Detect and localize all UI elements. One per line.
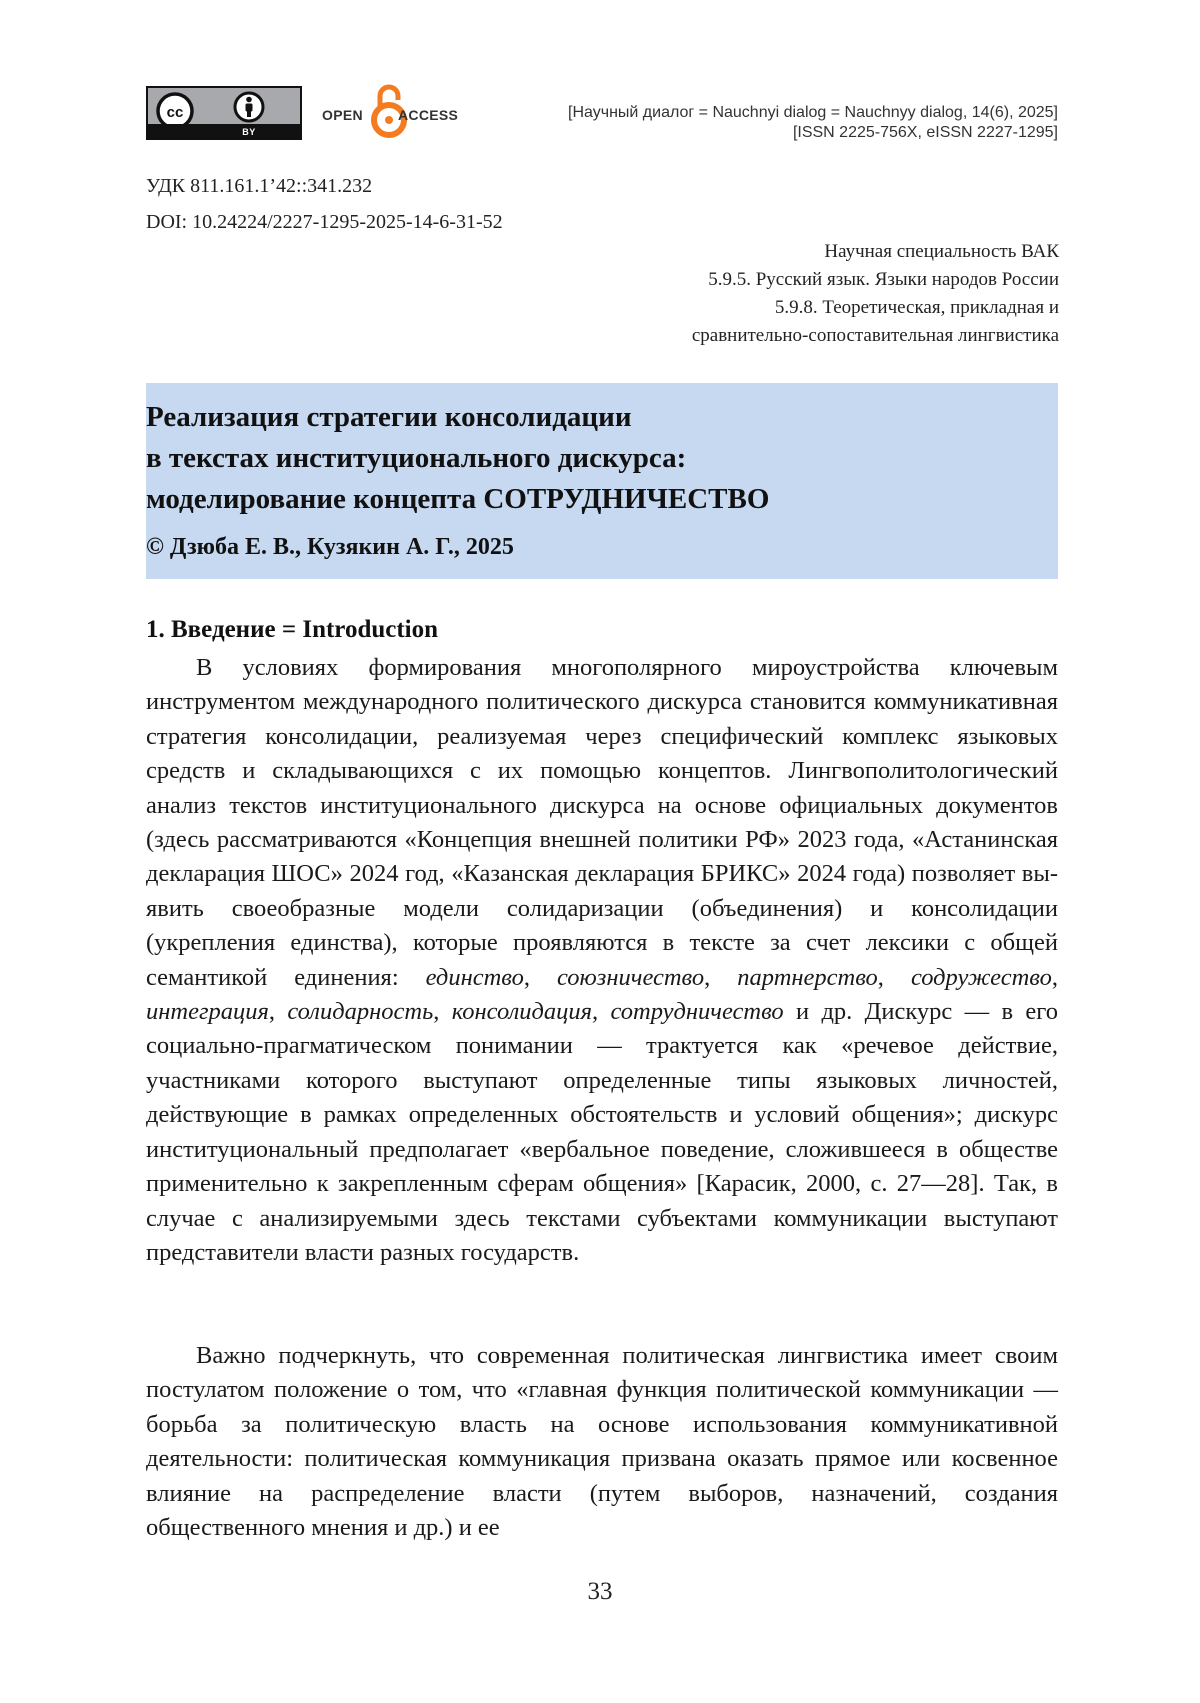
term-italic: интеграция [146,998,269,1026]
specialty-heading: Научная специальность ВАК [824,241,1059,262]
journal-issn: [ISSN 2225-756X, eISSN 2227-1295] [792,124,1058,141]
term-italic: солидарность [287,998,434,1026]
specialty-item: 5.9.8. Теоретическая, прикладная и [774,297,1059,318]
article-title [146,397,769,520]
cc-by-license-badge[interactable] [146,86,302,140]
term-italic: содружество [910,963,1052,991]
article-authors: © Дзюба Е. В., Кузякин А. Г., 2025 [146,534,514,560]
attribution-person-icon [232,90,266,124]
term-italic: единство [425,963,524,991]
license-by-label: BY [242,127,256,137]
udc-code: УДК 811.161.1’42::341.232 [146,175,373,197]
section-heading: 1. Введение = Introduction [146,616,439,643]
body-paragraph: Важно подчеркнуть, что современная политическая лингвистика имеет своим постулатом положение о том, что «главная функция политической коммуникации — борьба за политическую власть на основе использования коммуникативной деятельности: политическая коммуникация призвана оказать прямое или косвенное влияние на распределение власти (путем выборов, назначений, создания общественного мнения и др.) и ее [146,1342,1058,1542]
title-line: моделирование концепта СОТРУДНИЧЕСТВО [146,483,770,515]
doi-link[interactable]: DOI: 10.24224/2227-1295-2025-14-6-31-52 [146,211,503,233]
specialty-item: сравнительно-сопоставительная лингвистика [691,325,1059,346]
open-access-label-open: OPEN [322,107,363,123]
page-number: 33 [587,1578,613,1605]
journal-citation: [Научный диалог = Nauchnyi dialog = Nauchnyy dialog, 14(6), 2025] [568,104,1058,121]
article-title-block [146,383,1058,579]
title-line: в текстах институционального дискурса: [146,442,687,474]
term-italic: консолидация, сотрудничество [451,998,784,1026]
svg-text:cc: cc [166,104,184,121]
vak-specialty-block [692,238,1059,350]
title-line: Реализация стратегии консолидации [146,401,632,433]
term-italic: союзничество [557,963,705,991]
term-italic: партнерство [737,963,878,991]
body-paragraph: В условиях формирования многополярного мироустройства ключевым инструментом международного политического дискурса становится коммуникативная стратегия консолидации, реализуемая через специфический комплекс языковых средств и складывающихся с их помощью концептов. Лингвополитологический анализ текстов институционального дискурса на основе официальных документов (здесь рассматриваются «Концепция внешней политики РФ» 2023 года, «Астанинская декларация ШОС» 2024 год, «Казанская декларация БРИКС» 2024 года) позволяет выявить своеобразные модели солидаризации (объединения) и консолидации (укрепления единства), которые проявляются в тексте за счет лексики с общей семантикой единения: единство, союзничество, партнерство, содружество, интеграция, солидарность, консолидация, сотрудничество и др. Дискурс — в его социально-прагматическом понимании — трактуется как «речевое действие, участниками которого выступают определенные типы языковых личностей, действующие в рамках определенных обстоятельств и условий общения»; дискурс институциональный предполагает «вербальное поведение, сложившееся в обществе применительно к закрепленным сферам общения» [Карасик, 2000, с. 27—28]. Так, в случае с анализируемыми здесь текстами субъектами коммуникации выступают представители власти разных государств. [146,654,1058,1266]
specialty-item: 5.9.5. Русский язык. Языки народов России [708,269,1059,290]
open-access-label-access: ACCESS [398,107,459,123]
